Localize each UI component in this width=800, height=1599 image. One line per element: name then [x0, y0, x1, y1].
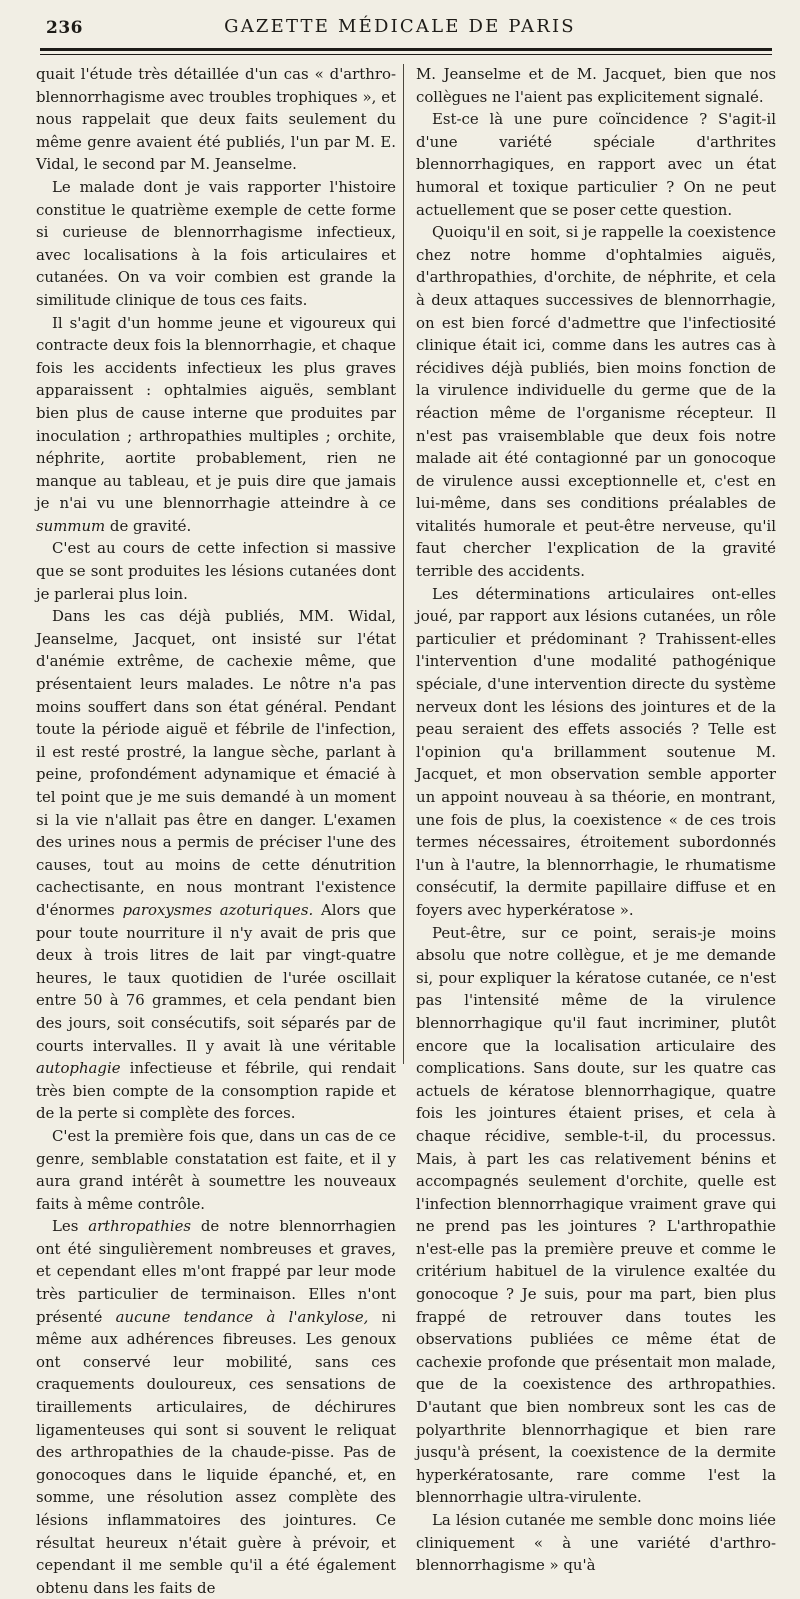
paragraph: C'est au cours de cette infection si massive que se sont produites les lésions cutanées dont je parlerai plus loin. — [36, 539, 396, 603]
column-divider — [403, 64, 404, 1064]
paragraph: Dans les cas déjà publiés, MM. Widal, Jeanselme, Jacquet, ont insisté sur l'état d'anémie extrême, de cachexie même, que présentaient leurs malades. Le nôtre n'a pas moins souffert dans son état général. Pendant toute la période aiguë et fébrile de l'infection, il est resté prostré, la langue sèche, parlant à peine, profondément adynamique et émacié à tel point que je me suis demandé à un moment si la vie n'allait pas être en danger. L'examen des urines nous a permis de préciser l'une des causes, tout au moins de cette dénutrition cachectisante, en nous montrant l'existence d'énormes paroxysmes azoturiques. Alors que pour toute nourriture il n'y avait de pris que deux à trois litres de lait par vingt-quatre heures, le taux quotidien de l'urée oscillait entre 50 à 76 grammes, et cela pendant bien des jours, soit consécutifs, soit séparés par de courts intervalles. Il y avait là une véritable autophagie infectieuse et fébrile, qui rendait très bien compte de la consomption rapide et de la perte si complète des forces. — [36, 607, 397, 1123]
paragraph: C'est la première fois que, dans un cas de ce genre, semblable constatation est faite, et il y aura grand intérêt à soumettre les nouveaux faits à même contrôle. — [36, 1126, 396, 1213]
page-header — [0, 0, 800, 62]
paragraph: quait l'étude très détaillée d'un cas « d'arthro-blennorrhagisme avec troubles trophiques », et nous rappelait que deux faits seulement du même genre avaient été publiés, l'un par M. E. Vidal, le second par M. Jeanselme. — [36, 65, 396, 174]
header-rule-thin — [40, 54, 772, 55]
paragraph: Il s'agit d'un homme jeune et vigoureux qui contracte deux fois la blennorrhagie, et chaque fois les accidents infectieux les plus graves apparaissent : ophtalmies aiguës, semblant bien plus de cause interne que produites par inoculation ; arthropathies multiples ; orchite, néphrite, aortite probablement, rien ne manque au tableau, et je puis dire que jamais je n'ai vu une blennorrhagie atteindre à ce summum de gravité. — [36, 313, 396, 535]
paragraph: Les déterminations articulaires ont-elles joué, par rapport aux lésions cutanées, un rôle particulier et prédominant ? Trahissent-elles l'intervention d'une modalité pathogénique spéciale, d'une intervention directe du système nerveux dont les lésions des jointures et de la peau seraient des effets associés ? Telle est l'opinion qu'a brillamment soutenue M. Jacquet, et mon observation semble apporter un appoint nouveau à sa théorie, en montrant, une fois de plus, la coexistence « de ces trois termes nécessaires, étroitement subordonnés l'un à l'autre, la blennorrhagie, le rhumatisme consécutif, la dermite papillaire diffuse et en foyers avec hyperkératose ». — [416, 584, 776, 919]
journal-title: GAZETTE MÉDICALE DE PARIS — [224, 16, 576, 37]
paragraph: Quoiqu'il en soit, si je rappelle la coexistence chez notre homme d'ophtalmies aiguës, d'arthropathies, d'orchite, de néphrite, et cela à deux attaques successives de blennorrhagie, on est bien forcé d'admettre que l'infectiosité clinique était ici, comme dans les autres cas à récidives déjà publiés, bien moins fonction de la virulence individuelle du germe que de la réaction même de l'organisme récepteur. Il n'est pas vraisemblable que deux fois notre malade ait été contagionné par un gonocoque de virulence aussi exceptionnelle et, c'est en lui-même, dans ses conditions préalables de vitalités humorale et peut-être nerveuse, qu'il faut chercher l'explication de la gravité terrible des accidents. — [416, 223, 776, 581]
paragraph: Le malade dont je vais rapporter l'histoire constitue le quatrième exemple de cette forme si curieuse de blennorrhagisme infectieux, avec localisations à la fois articulaires et cutanées. On va voir combien est grande la similitude clinique de tous ces faits. — [36, 177, 396, 309]
paragraph: Les arthropathies de notre blennorrhagien ont été singulièrement nombreuses et graves, et cependant elles m'ont frappé par leur mode très particulier de terminaison. Elles n'ont présenté aucune tendance à l'ankylose, ni même aux adhérences fibreuses. Les genoux ont conservé leur mobilité, sans ces craquements douloureux, ces sensations de tiraillements articulaires, de déchirures ligamenteuses qui sont si souvent le reliquat des arthropathies de la chaude-pisse. Pas de gonocoques dans le liquide épanché, et, en somme, une résolution assez complète des lésions inflammatoires des jointures. Ce résultat heureux n'était guère à prévoir, et cependant il me semble qu'il a été également obtenu dans les faits de — [36, 1217, 397, 1597]
paragraph: M. Jeanselme et de M. Jacquet, bien que nos collègues ne l'aient pas explicitement signalé. — [416, 65, 776, 106]
page-number: 236 — [46, 18, 83, 38]
header-rule-thick — [40, 48, 772, 51]
paragraph: La lésion cutanée me semble donc moins liée cliniquement « à une variété d'arthro-blennorrhagisme » qu'à — [416, 1511, 776, 1575]
paragraph: Est-ce là une pure coïncidence ? S'agit-il d'une variété spéciale d'arthrites blennorrhagiques, en rapport avec un état humoral et toxique particulier ? On ne peut actuellement que se poser cette question. — [416, 110, 776, 219]
paragraph: Peut-être, sur ce point, serais-je moins absolu que notre collègue, et je me demande si, pour expliquer la kératose cutanée, ce n'est pas l'intensité même de la virulence blennorrhagique qu'il faut incriminer, plutôt encore que la localisation articulaire des complications. Sans doute, sur les quatre cas actuels de kératose blennorrhagique, quatre fois les jointures étaient prises, et cela à chaque récidive, semble-t-il, du processus. Mais, à part les cas relativement bénins et accompagnés seulement d'orchite, quelle est l'infection blennorrhagique vraiment grave qui ne prend pas les jointures ? L'arthropathie n'est-elle pas la première preuve et comme le critérium habituel de la virulence exaltée du gonocoque ? Je suis, pour ma part, bien plus frappé de retrouver dans toutes les observations publiées ce même état de cachexie profonde que présentait mon malade, que de la coexistence des arthropathies. D'autant que bien nombreux sont les cas de polyarthrite blennorrhagique et bien rare jusqu'à présent, la coexistence de la dermite hyperkératosante, rare comme l'est la blennorrhagie ultra-virulente. — [416, 923, 776, 1507]
right-column — [416, 63, 776, 1577]
left-column — [36, 63, 396, 1599]
